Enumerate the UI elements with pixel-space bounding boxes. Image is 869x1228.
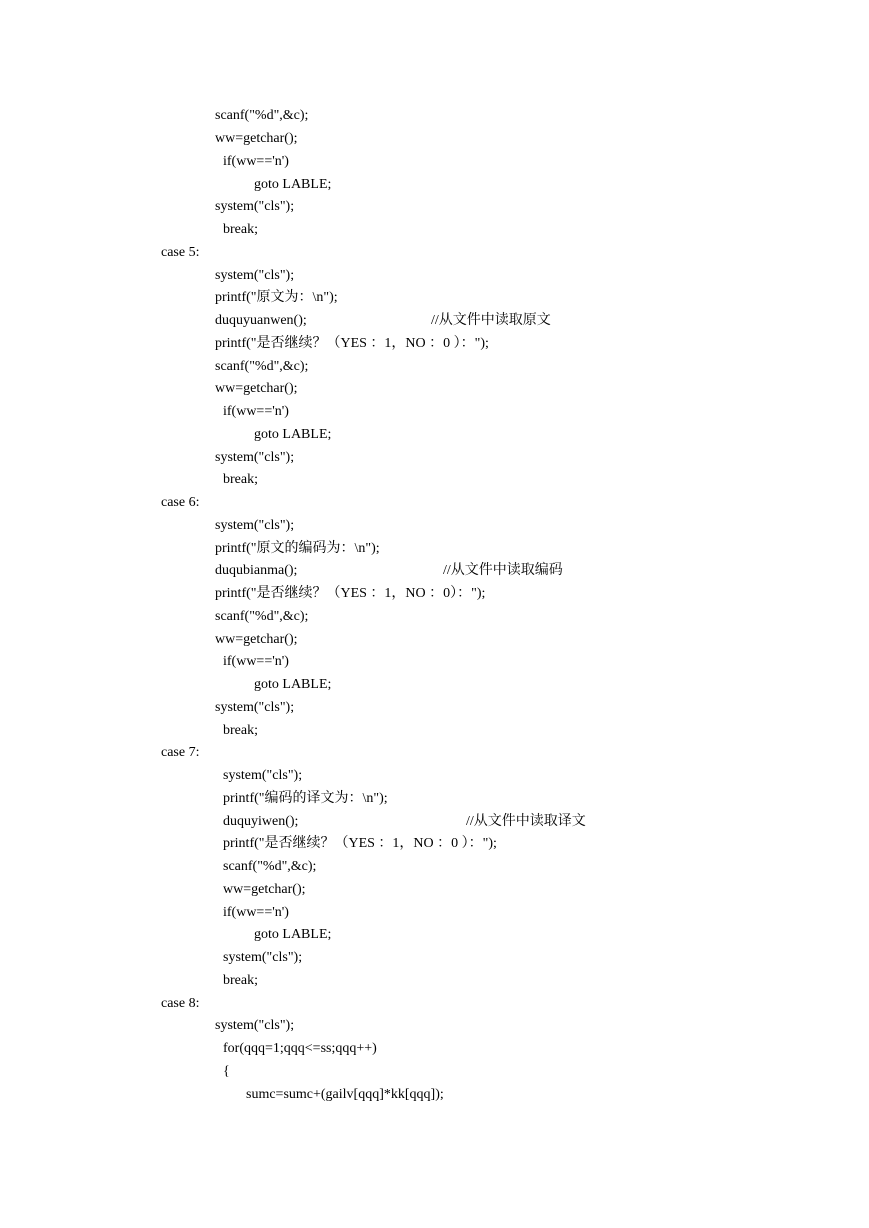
code-line: system("cls"); xyxy=(215,199,295,214)
code-line: scanf("%d",&c); xyxy=(215,359,309,374)
code-line: printf("原文为：\n"); xyxy=(215,290,338,305)
code-line: system("cls"); xyxy=(223,768,303,783)
code-line: if(ww=='n') xyxy=(223,905,289,920)
code-line: system("cls"); xyxy=(215,268,295,283)
code-line: system("cls"); xyxy=(215,450,295,465)
code-line: ww=getchar(); xyxy=(215,632,298,647)
code-line: if(ww=='n') xyxy=(223,654,289,669)
code-line: break; xyxy=(223,723,258,738)
code-line: duquyiwen(); xyxy=(223,814,299,829)
code-line: duqubianma(); xyxy=(215,563,298,578)
code-line: break; xyxy=(223,222,258,237)
case-label: case 5: xyxy=(161,245,200,260)
case-label: case 7: xyxy=(161,745,200,760)
code-line: goto LABLE; xyxy=(254,427,332,442)
code-comment: //从文件中读取原文 xyxy=(431,313,551,328)
code-line: goto LABLE; xyxy=(254,927,332,942)
code-line: scanf("%d",&c); xyxy=(215,108,309,123)
code-comment: //从文件中读取编码 xyxy=(443,563,563,578)
code-line: printf("是否继续？（YES ：1，NO ：0 ）："); xyxy=(223,836,497,851)
code-line: if(ww=='n') xyxy=(223,154,289,169)
code-line: goto LABLE; xyxy=(254,677,332,692)
code-line: sumc=sumc+(gailv[qqq]*kk[qqq]); xyxy=(246,1087,444,1102)
code-comment: //从文件中读取译文 xyxy=(466,814,586,829)
code-line: scanf("%d",&c); xyxy=(223,859,317,874)
case-label: case 8: xyxy=(161,996,200,1011)
code-line: for(qqq=1;qqq<=ss;qqq++) xyxy=(223,1041,377,1056)
code-line: system("cls"); xyxy=(215,700,295,715)
code-line: duquyuanwen(); xyxy=(215,313,307,328)
code-line: ww=getchar(); xyxy=(215,131,298,146)
case-label: case 6: xyxy=(161,495,200,510)
code-line: goto LABLE; xyxy=(254,177,332,192)
code-line: ww=getchar(); xyxy=(215,381,298,396)
code-line: system("cls"); xyxy=(215,1018,295,1033)
code-line: if(ww=='n') xyxy=(223,404,289,419)
code-line: printf("是否继续？（YES ：1，NO ：0）："); xyxy=(215,586,486,601)
code-line: system("cls"); xyxy=(215,518,295,533)
code-line: scanf("%d",&c); xyxy=(215,609,309,624)
code-line: system("cls"); xyxy=(223,950,303,965)
code-line: printf("编码的译文为：\n"); xyxy=(223,791,388,806)
code-line: ww=getchar(); xyxy=(223,882,306,897)
code-line: printf("是否继续？（YES ：1，NO ：0 ）："); xyxy=(215,336,489,351)
code-line: break; xyxy=(223,472,258,487)
code-line: { xyxy=(223,1064,230,1079)
code-line: printf("原文的编码为：\n"); xyxy=(215,541,380,556)
code-line: break; xyxy=(223,973,258,988)
